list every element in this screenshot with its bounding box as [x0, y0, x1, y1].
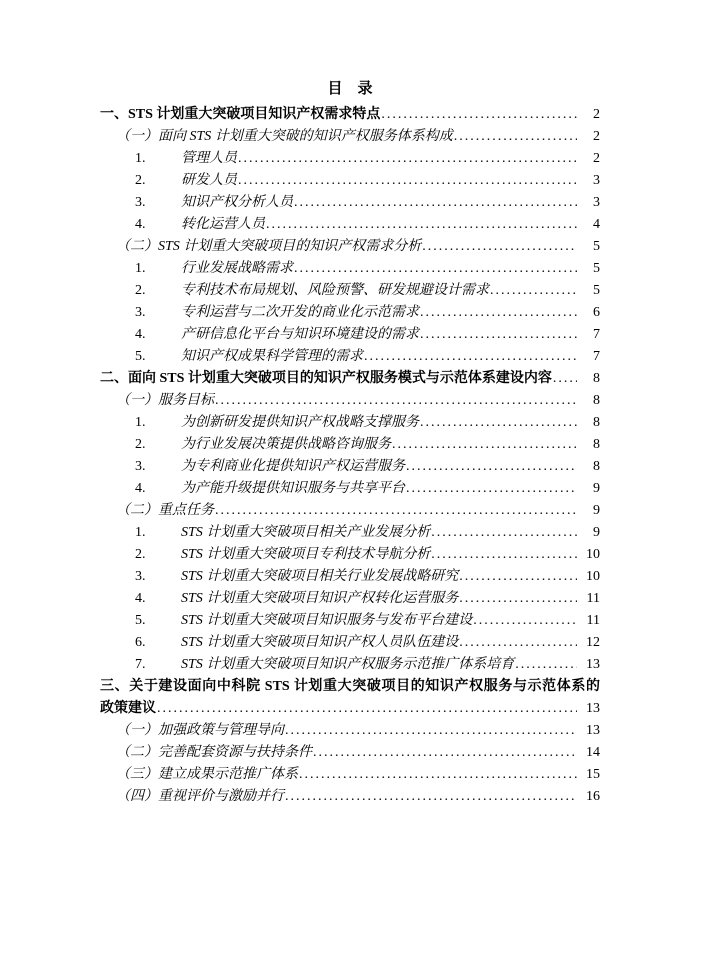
toc-page-number: 16 [586, 789, 600, 804]
toc-entry-number: 2. [135, 283, 146, 298]
toc-entry-text: 面向 STS 计划重大突破项目的知识产权服务模式与示范体系建设内容 [128, 371, 552, 386]
toc-leader-dots [421, 236, 577, 258]
toc-entry-text: 专利技术布局规划、风险预警、研发规避设计需求 [181, 283, 489, 298]
toc-leader-dots [430, 544, 577, 566]
toc-entry [100, 632, 600, 654]
toc-entry-text: STS 计划重大突破项目知识产权转化运营服务 [181, 591, 459, 606]
toc-entry [100, 698, 600, 720]
toc-entry [100, 412, 600, 434]
toc-entry-number: 1. [135, 151, 146, 166]
toc-page-number: 4 [593, 217, 600, 232]
toc-page-number: 8 [593, 415, 600, 430]
toc-entry-number: 三、 [100, 679, 130, 694]
toc-entry [100, 324, 600, 346]
toc-leader-dots [419, 412, 577, 434]
toc-entry-number: （一） [116, 723, 158, 738]
toc-page-number: 2 [593, 151, 600, 166]
toc-entry-number: 4. [135, 481, 146, 496]
toc-entry-text: 完善配套资源与扶持条件 [158, 745, 312, 760]
toc-page-number: 9 [593, 503, 600, 518]
toc-leader-dots [472, 610, 577, 632]
toc-entry-text: 知识产权成果科学管理的需求 [181, 349, 363, 364]
toc-entry-number: （一） [116, 393, 158, 408]
toc-entry-text: STS 计划重大突破项目专利技术导航分析 [181, 547, 431, 562]
toc-leader-dots [489, 280, 577, 302]
toc-page-number: 7 [593, 327, 600, 342]
toc-page-number: 2 [593, 129, 600, 144]
toc-page-number: 3 [593, 173, 600, 188]
toc-entry-number: 4. [135, 217, 146, 232]
toc-entry-number: 5. [135, 349, 146, 364]
toc-page-number: 13 [586, 723, 600, 738]
toc-page-number: 8 [593, 437, 600, 452]
toc-entry [100, 654, 600, 676]
toc-page-number: 8 [593, 393, 600, 408]
toc-page-number: 13 [586, 701, 600, 716]
toc-leader-dots [514, 654, 577, 676]
toc-entry [100, 588, 600, 610]
toc-leader-dots [284, 786, 577, 808]
toc-page-number: 8 [593, 371, 600, 386]
toc-page-number: 7 [593, 349, 600, 364]
toc-entry-text: STS 计划重大突破项目相关行业发展战略研究 [181, 569, 459, 584]
toc-entry-text: 重视评价与激励并行 [158, 789, 284, 804]
toc-entry-number: （四） [116, 789, 158, 804]
toc-leader-dots [405, 456, 577, 478]
toc-entry [100, 786, 600, 808]
toc-entry-number: 5. [135, 613, 146, 628]
toc-entry [100, 170, 600, 192]
toc-entry-number: 2. [135, 437, 146, 452]
toc-leader-dots [380, 104, 577, 126]
toc-entry-number: 1. [135, 261, 146, 276]
toc-leader-dots [391, 434, 577, 456]
toc-entry-text: 行业发展战略需求 [181, 261, 293, 276]
toc-entry-number: 1. [135, 415, 146, 430]
toc-leader-dots [405, 478, 577, 500]
toc-leader-dots [419, 324, 577, 346]
toc-entry [100, 720, 600, 742]
toc-leader-dots [298, 764, 577, 786]
toc-entry [100, 126, 600, 148]
toc-leader-dots [293, 258, 577, 280]
toc-entry [100, 500, 600, 522]
toc-entry [100, 236, 600, 258]
toc-entry-text: STS 计划重大突破项目知识产权人员队伍建设 [181, 635, 459, 650]
toc-page-number: 3 [593, 195, 600, 210]
toc-entry-number: （三） [116, 767, 158, 782]
toc-entry-text: 重点任务 [158, 503, 214, 518]
toc-leader-dots [552, 368, 577, 390]
toc-entry-text: 管理人员 [181, 151, 237, 166]
toc-page-number: 6 [593, 305, 600, 320]
toc-entry-text: STS 计划重大突破项目相关产业发展分析 [181, 525, 431, 540]
toc-entry-number: 3. [135, 569, 146, 584]
toc-entry-text: 加强政策与管理导向 [158, 723, 284, 738]
toc-entry [100, 192, 600, 214]
toc-entry [100, 368, 600, 390]
toc-entry-text: 专利运营与二次开发的商业化示范需求 [181, 305, 419, 320]
toc-entry [100, 764, 600, 786]
toc-entry-text: 面向 STS 计划重大突破的知识产权服务体系构成 [158, 129, 453, 144]
toc-page-number: 14 [586, 745, 600, 760]
toc-entry-text: STS 计划重大突破项目知识服务与发布平台建设 [181, 613, 473, 628]
toc-title: 目 录 [327, 81, 373, 97]
toc-entry-text: STS 计划重大突破项目知识产权服务示范推广体系培育 [181, 657, 515, 672]
toc-entry [100, 742, 600, 764]
toc-leader-dots [265, 214, 577, 236]
toc-entry [100, 104, 600, 126]
toc-entry-number: （二） [116, 745, 158, 760]
toc-entry-number: 1. [135, 525, 146, 540]
toc-list [100, 104, 600, 808]
toc-leader-dots [214, 390, 577, 412]
toc-page-number: 2 [593, 107, 600, 122]
toc-leader-dots [284, 720, 577, 742]
toc-entry-number: （一） [116, 129, 158, 144]
toc-leader-dots [156, 698, 577, 720]
toc-entry [100, 478, 600, 500]
toc-entry-line [100, 676, 600, 698]
toc-entry-text: 为创新研发提供知识产权战略支撑服务 [181, 415, 419, 430]
toc-entry [100, 214, 600, 236]
toc-page-number: 8 [593, 459, 600, 474]
toc-entry-number: 6. [135, 635, 146, 650]
toc-page-number: 15 [586, 767, 600, 782]
toc-page-number: 11 [586, 591, 600, 606]
toc-leader-dots [458, 632, 577, 654]
toc-leader-dots [293, 192, 577, 214]
toc-leader-dots [312, 742, 577, 764]
toc-entry [100, 434, 600, 456]
toc-entry-number: 7. [135, 657, 146, 672]
toc-entry-text: STS 计划重大突破项目的知识产权需求分析 [158, 239, 422, 254]
toc-entry-text: 知识产权分析人员 [181, 195, 293, 210]
toc-entry-number: 4. [135, 591, 146, 606]
toc-entry-text: 服务目标 [158, 393, 214, 408]
toc-entry-text: 为产能升级提供知识服务与共享平台 [181, 481, 405, 496]
toc-entry [100, 456, 600, 478]
toc-leader-dots [237, 148, 577, 170]
toc-entry [100, 258, 600, 280]
toc-entry [100, 148, 600, 170]
toc-entry-number: （二） [116, 239, 158, 254]
toc-entry-number: 3. [135, 305, 146, 320]
toc-entry-number: 2. [135, 173, 146, 188]
toc-page-number: 11 [586, 613, 600, 628]
toc-page-number: 5 [593, 283, 600, 298]
toc-entry [100, 566, 600, 588]
toc-entry [100, 280, 600, 302]
toc-entry-text: 关于建设面向中科院 STS 计划重大突破项目的知识产权服务与示范体系的 [129, 679, 600, 694]
toc-entry-text: STS 计划重大突破项目知识产权需求特点 [128, 107, 381, 122]
toc-page-number: 13 [586, 657, 600, 672]
toc-entry-text: 为专利商业化提供知识产权运营服务 [181, 459, 405, 474]
toc-entry [100, 544, 600, 566]
toc-leader-dots [214, 500, 577, 522]
toc-entry-number: 4. [135, 327, 146, 342]
toc-entry-number: 2. [135, 547, 146, 562]
toc-leader-dots [430, 522, 577, 544]
toc-entry-number: 一、 [100, 107, 128, 122]
toc-page-number: 10 [586, 547, 600, 562]
toc-leader-dots [458, 566, 577, 588]
toc-entry-text: 政策建议 [100, 701, 156, 716]
toc-leader-dots [453, 126, 577, 148]
toc-leader-dots [363, 346, 577, 368]
toc-entry [100, 610, 600, 632]
toc-leader-dots [458, 588, 577, 610]
toc-entry [100, 522, 600, 544]
toc-page-number: 9 [593, 525, 600, 540]
toc-entry-number: 二、 [100, 371, 128, 386]
toc-entry-text: 为行业发展决策提供战略咨询服务 [181, 437, 391, 452]
toc-page-number: 5 [593, 261, 600, 276]
toc-entry-number: （二） [116, 503, 158, 518]
toc-leader-dots [419, 302, 577, 324]
toc-entry [100, 346, 600, 368]
toc-page-number: 12 [586, 635, 600, 650]
toc-entry-text: 研发人员 [181, 173, 237, 188]
toc-entry [100, 302, 600, 324]
toc-entry-number: 3. [135, 195, 146, 210]
toc-entry-text: 转化运营人员 [181, 217, 265, 232]
toc-entry-text: 产研信息化平台与知识环境建设的需求 [181, 327, 419, 342]
toc-page-number: 10 [586, 569, 600, 584]
toc-entry [100, 390, 600, 412]
toc-leader-dots [237, 170, 577, 192]
toc-page-number: 5 [593, 239, 600, 254]
toc-page-number: 9 [593, 481, 600, 496]
toc-entry-number: 3. [135, 459, 146, 474]
toc-entry-text: 建立成果示范推广体系 [158, 767, 298, 782]
